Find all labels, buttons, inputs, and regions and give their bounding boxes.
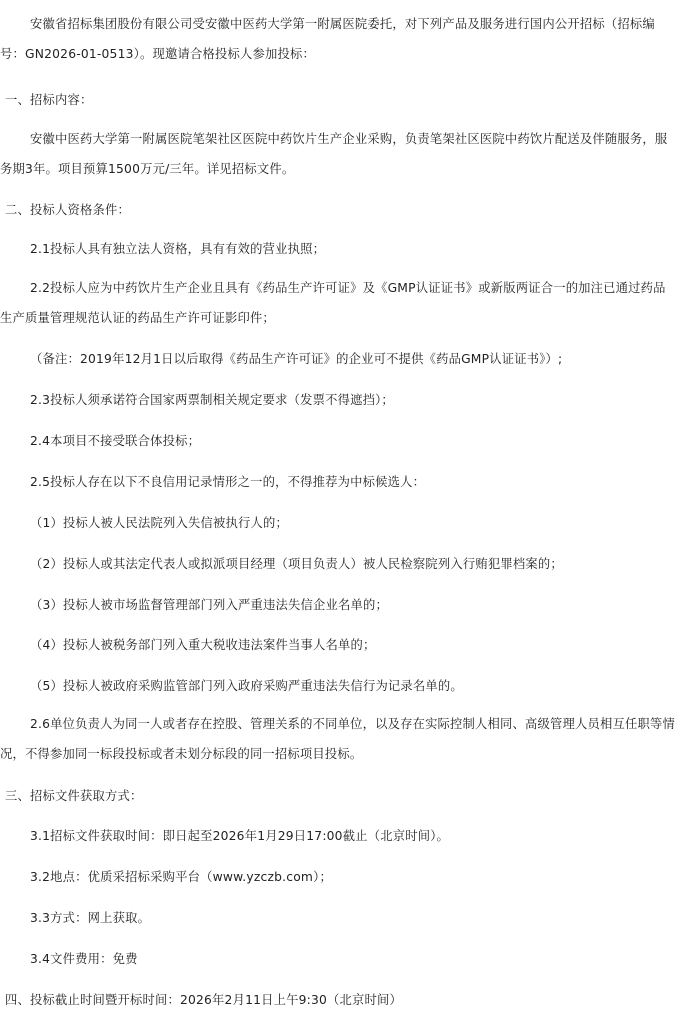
qualification-item-2-6: 2.6单位负责人为同一人或者存在控股、管理关系的不同单位，以及存在实际控制人相同、高级管理人员相互任职等情况，不得参加同一标段投标或者未划分标段的同一招标项目投标。 [0, 717, 676, 761]
acquisition-item-3-4: 3.4文件费用：免费 [30, 952, 138, 966]
qualification-item-2-1: 2.1投标人具有独立法人资格，具有有效的营业执照； [30, 242, 326, 256]
section-heading-document-acquisition: 三、招标文件获取方式： [5, 789, 143, 803]
section-heading-tender-content: 一、招标内容： [5, 93, 93, 107]
credit-condition-3: （3）投标人被市场监督管理部门列入严重违法失信企业名单的； [30, 598, 388, 612]
qualification-item-2-2: 2.2投标人应为中药饮片生产企业且具有《药品生产许可证》及《GMP认证证书》或新版两证合一的加注已通过药品生产质量管理规范认证的药品生产许可证影印件； [0, 281, 666, 325]
credit-condition-1: （1）投标人被人民法院列入失信被执行人的； [30, 516, 288, 530]
acquisition-item-3-3: 3.3方式：网上获取。 [30, 911, 151, 925]
tender-content-paragraph: 安徽中医药大学第一附属医院笔架社区医院中药饮片生产企业采购，负责笔架社区医院中药饮片配送及伴随服务，服务期3年。项目预算1500万元/三年。详见招标文件。 [0, 132, 668, 176]
credit-condition-5: （5）投标人被政府采购监管部门列入政府采购严重违法失信行为记录名单的。 [30, 679, 463, 693]
credit-condition-2: （2）投标人或其法定代表人或拟派项目经理（项目负责人）被人民检察院列入行贿犯罪档案的； [30, 557, 563, 571]
qualification-item-2-5: 2.5投标人存在以下不良信用记录情形之一的，不得推荐为中标候选人： [30, 475, 426, 489]
qualification-item-2-4: 2.4本项目不接受联合体投标； [30, 434, 201, 448]
acquisition-item-3-1: 3.1招标文件获取时间：即日起至2026年1月29日17:00截止（北京时间）。 [30, 829, 450, 843]
qualification-note: （备注：2019年12月1日以后取得《药品生产许可证》的企业可不提供《药品GMP认证证书》）; [30, 352, 563, 366]
section-heading-qualifications: 二、投标人资格条件： [5, 203, 130, 217]
acquisition-item-3-2: 3.2地点：优质采招标采购平台（www.yzczb.com）； [30, 870, 332, 884]
section-heading-deadline: 四、投标截止时间暨开标时间：2026年2月11日上午9:30（北京时间） [5, 993, 403, 1007]
intro-paragraph: 安徽省招标集团股份有限公司受安徽中医药大学第一附属医院委托，对下列产品及服务进行国内公开招标（招标编号：GN2026-01-0513）。现邀请合格投标人参加投标： [0, 17, 655, 61]
qualification-item-2-3: 2.3投标人须承诺符合国家两票制相关规定要求（发票不得遮挡）； [30, 393, 394, 407]
credit-condition-4: （4）投标人被税务部门列入重大税收违法案件当事人名单的； [30, 638, 376, 652]
